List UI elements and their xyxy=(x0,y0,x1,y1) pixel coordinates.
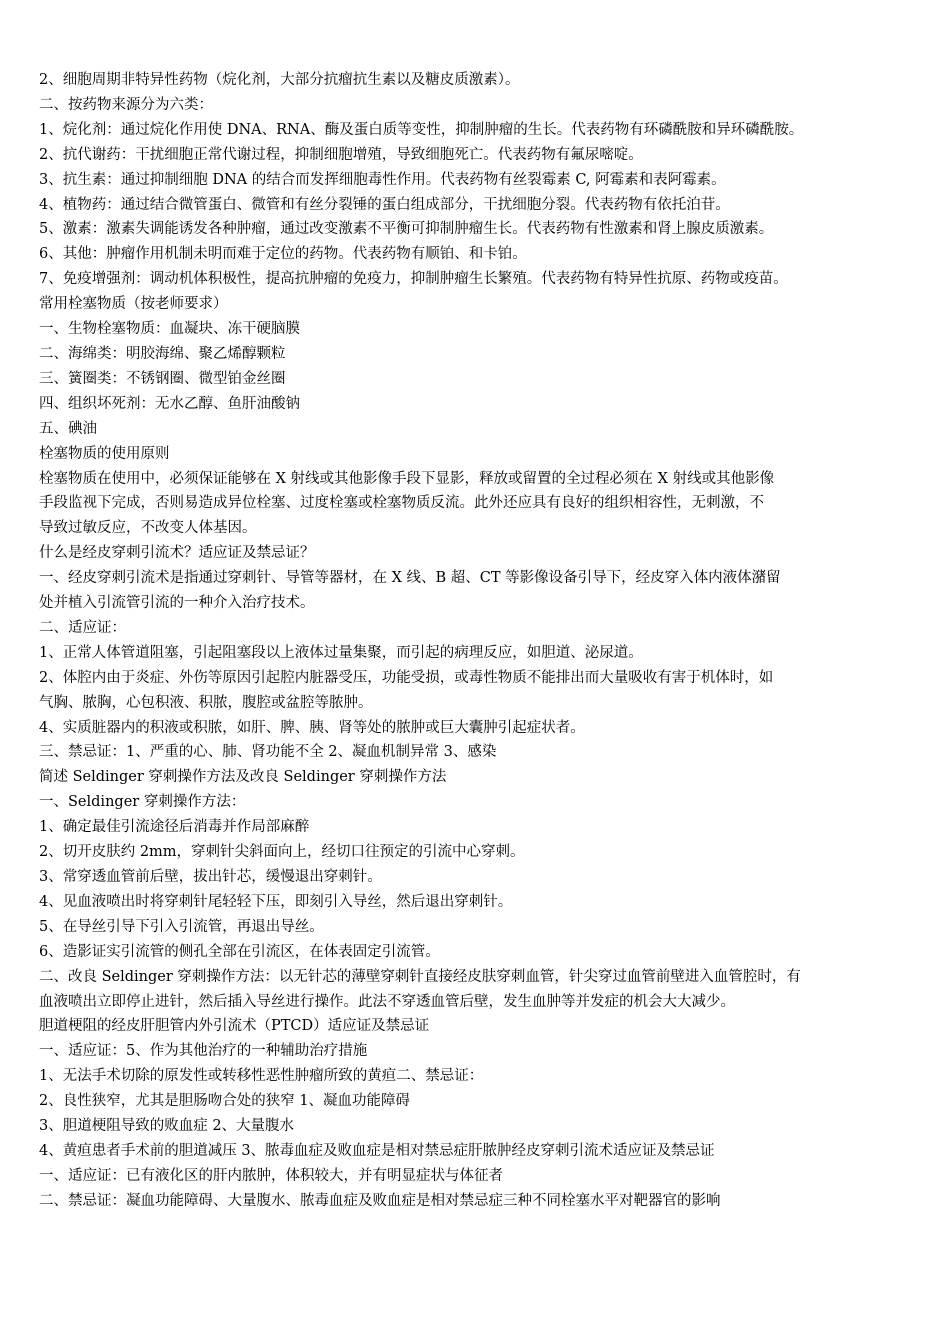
text-line: 一、适应证：5、作为其他治疗的一种辅助治疗措施 xyxy=(39,1043,368,1060)
text-line: 5、激素：激素失调能诱发各种肿瘤，通过改变激素不平衡可抑制肿瘤生长。代表药物有性激素和肾上腺皮质激素。 xyxy=(39,221,774,238)
section-heading: 常用栓塞物质（按老师要求） xyxy=(39,296,228,313)
text-line: 二、海绵类：明胶海绵、聚乙烯醇颗粒 xyxy=(39,345,286,362)
text-line: 二、适应证： xyxy=(39,619,126,636)
text-line: 一、生物栓塞物质：血凝块、冻干硬脑膜 xyxy=(39,321,300,338)
text-line: 3、胆道梗阻导致的败血症 2、大量腹水 xyxy=(39,1118,295,1135)
text-line: 四、组织坏死剂：无水乙醇、鱼肝油酸钠 xyxy=(39,395,300,412)
text-line: 处并植入引流管引流的一种介入治疗技术。 xyxy=(39,595,315,612)
section-heading: 什么是经皮穿刺引流术？适应证及禁忌证？ xyxy=(39,545,315,562)
text-line: 三、禁忌证：1、严重的心、肺、肾功能不全 2、凝血机制异常 3、感染 xyxy=(39,744,497,761)
text-line: 1、无法手术切除的原发性或转移性恶性肿瘤所致的黄疸二、禁忌证： xyxy=(39,1068,484,1085)
text-line: 4、见血液喷出时将穿刺针尾轻轻下压，即刻引入导丝，然后退出穿刺针。 xyxy=(39,893,513,910)
text-line: 二、改良 Seldinger 穿刺操作方法：以无针芯的薄壁穿刺针直接经皮肤穿刺血管，针尖穿过血管前壁进入血管腔时，有 xyxy=(39,968,801,985)
text-line: 二、禁忌证：凝血功能障碍、大量腹水、脓毒血症及败血症是相对禁忌症三种不同栓塞水平对靶器官的影响 xyxy=(39,1192,721,1209)
text-line: 4、植物药：通过结合微管蛋白、微管和有丝分裂锤的蛋白组成部分，干扰细胞分裂。代表药物有依托泊苷。 xyxy=(39,196,730,213)
text-line: 栓塞物质在使用中，必须保证能够在 X 射线或其他影像手段下显影，释放或留置的全过程必须在 X 射线或其他影像 xyxy=(39,470,775,487)
text-line: 1、烷化剂：通过烷化作用使 DNA、RNA、酶及蛋白质等变性，抑制肿瘤的生长。代表药物有环磷酰胺和异环磷酰胺。 xyxy=(39,121,804,138)
text-line: 3、抗生素：通过抑制细胞 DNA 的结合而发挥细胞毒性作用。代表药物有丝裂霉素 C, 阿霉素和表阿霉素。 xyxy=(39,171,726,188)
text-line: 3、常穿透血管前后壁，拔出针芯，缓慢退出穿刺针。 xyxy=(39,869,382,885)
text-line: 4、实质脏器内的积液或积脓，如肝、脾、胰、肾等处的脓肿或巨大囊肿引起症状者。 xyxy=(39,719,585,736)
text-line: 6、造影证实引流管的侧孔全部在引流区，在体表固定引流管。 xyxy=(39,943,440,960)
text-line: 7、免疫增强剂：调动机体积极性，提高抗肿瘤的免疫力，抑制肿瘤生长繁殖。代表药物有特异性抗原、药物或疫苗。 xyxy=(39,271,788,288)
text-line: 导致过敏反应，不改变人体基因。 xyxy=(39,520,257,537)
text-line: 2、切开皮肤约 2mm，穿刺针尖斜面向上，经切口往预定的引流中心穿刺。 xyxy=(39,844,525,861)
section-heading: 胆道梗阻的经皮肝胆管内外引流术（PTCD）适应证及禁忌证 xyxy=(39,1018,430,1035)
text-line: 1、确定最佳引流途径后消毒并作局部麻醉 xyxy=(39,819,310,836)
text-line: 一、Seldinger 穿刺操作方法： xyxy=(39,794,246,811)
text-line: 2、细胞周期非特异性药物（烷化剂，大部分抗瘤抗生素以及糖皮质激素）。 xyxy=(39,72,520,88)
section-heading: 栓塞物质的使用原则 xyxy=(39,445,170,462)
text-line: 一、适应证：已有液化区的肝内脓肿，体积较大，并有明显症状与体征者 xyxy=(39,1167,503,1184)
text-line: 三、簧圈类：不锈钢圈、微型铂金丝圈 xyxy=(39,370,286,387)
text-line: 1、正常人体管道阻塞，引起阻塞段以上液体过量集聚，而引起的病理反应，如胆道、泌尿道。 xyxy=(39,644,643,661)
text-line: 4、黄疸患者手术前的胆道减压 3、脓毒血症及败血症是相对禁忌症肝脓肿经皮穿刺引流术适应证及禁忌证 xyxy=(39,1142,715,1159)
text-line: 2、良性狭窄，尤其是胆肠吻合处的狭窄 1、凝血功能障碍 xyxy=(39,1093,411,1110)
text-line: 气胸、脓胸，心包积液、积脓，腹腔或盆腔等脓肿。 xyxy=(39,694,373,711)
text-line: 6、其他：肿瘤作用机制未明而难于定位的药物。代表药物有顺铂、和卡铂。 xyxy=(39,246,527,263)
text-line: 一、经皮穿刺引流术是指通过穿刺针、导管等器材，在 X 线、B 超、CT 等影像设备引导下，经皮穿入体内液体潴留 xyxy=(39,570,781,587)
section-heading: 二、按药物来源分为六类： xyxy=(39,96,213,113)
text-line: 血液喷出立即停止进针，然后插入导丝进行操作。此法不穿透血管后壁，发生血肿等并发症的机会大大减少。 xyxy=(39,993,735,1010)
text-line: 2、抗代谢药：干扰细胞正常代谢过程，抑制细胞增殖，导致细胞死亡。代表药物有氟尿嘧啶。 xyxy=(39,146,643,163)
text-line: 5、在导丝引导下引入引流管，再退出导丝。 xyxy=(39,918,324,935)
text-line: 手段监视下完成，否则易造成异位栓塞、过度栓塞或栓塞物质反流。此外还应具有良好的组织相容性，无刺激，不 xyxy=(39,495,764,512)
section-heading: 简述 Seldinger 穿刺操作方法及改良 Seldinger 穿刺操作方法 xyxy=(39,769,447,786)
text-line: 五、碘油 xyxy=(39,420,97,437)
text-line: 2、体腔内由于炎症、外伤等原因引起腔内脏器受压，功能受损，或毒性物质不能排出而大量吸收有害于机体时，如 xyxy=(39,669,774,686)
